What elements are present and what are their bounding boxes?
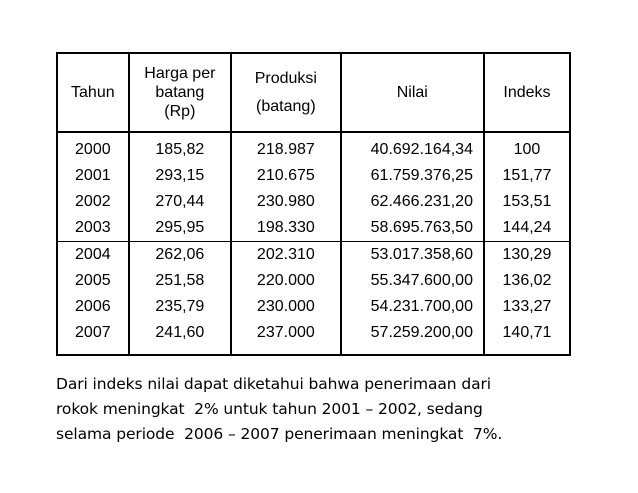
table-row xyxy=(57,163,570,189)
cell-harga: 251,58 xyxy=(129,268,231,294)
table-row xyxy=(57,215,570,242)
cell-produksi: 198.330 xyxy=(231,215,341,242)
cell-harga: 293,15 xyxy=(129,163,231,189)
note-paragraph xyxy=(56,372,616,447)
cell-tahun: 2005 xyxy=(57,268,129,294)
cell-nilai: 58.695.763,50 xyxy=(341,215,484,242)
cell-tahun: 2007 xyxy=(57,320,129,355)
cell-produksi: 230.000 xyxy=(231,294,341,320)
header-nilai: Nilai xyxy=(341,53,484,132)
cell-indeks: 144,24 xyxy=(484,215,570,242)
table-header-row xyxy=(57,53,570,132)
cell-produksi: 218.987 xyxy=(231,132,341,163)
table-row xyxy=(57,294,570,320)
cell-indeks: 133,27 xyxy=(484,294,570,320)
table-row xyxy=(57,189,570,215)
cell-tahun: 2002 xyxy=(57,189,129,215)
cell-nilai: 40.692.164,34 xyxy=(341,132,484,163)
table-row xyxy=(57,132,570,163)
cell-tahun: 2004 xyxy=(57,242,129,269)
note-line-3: selama periode 2006 – 2007 penerimaan meningkat 7%. xyxy=(56,425,503,443)
table-row xyxy=(57,320,570,355)
cell-nilai: 54.231.700,00 xyxy=(341,294,484,320)
cell-nilai: 55.347.600,00 xyxy=(341,268,484,294)
header-tahun: Tahun xyxy=(57,53,129,132)
cell-harga: 185,82 xyxy=(129,132,231,163)
header-indeks: Indeks xyxy=(484,53,570,132)
table-row xyxy=(57,268,570,294)
cell-produksi: 210.675 xyxy=(231,163,341,189)
cell-harga: 270,44 xyxy=(129,189,231,215)
data-table xyxy=(56,52,571,356)
cell-nilai: 61.759.376,25 xyxy=(341,163,484,189)
cell-indeks: 136,02 xyxy=(484,268,570,294)
cell-harga: 235,79 xyxy=(129,294,231,320)
header-harga-per-batang: Harga per batang (Rp) xyxy=(129,53,231,132)
header-produksi: Produksi (batang) xyxy=(231,53,341,132)
cell-harga: 241,60 xyxy=(129,320,231,355)
cell-harga: 262,06 xyxy=(129,242,231,269)
cell-produksi: 220.000 xyxy=(231,268,341,294)
table-body xyxy=(57,132,570,355)
cell-indeks: 153,51 xyxy=(484,189,570,215)
cell-tahun: 2001 xyxy=(57,163,129,189)
cell-produksi: 202.310 xyxy=(231,242,341,269)
cell-produksi: 230.980 xyxy=(231,189,341,215)
cell-nilai: 57.259.200,00 xyxy=(341,320,484,355)
cell-nilai: 62.466.231,20 xyxy=(341,189,484,215)
cell-tahun: 2006 xyxy=(57,294,129,320)
note-line-2: rokok meningkat 2% untuk tahun 2001 – 2002, sedang xyxy=(56,400,483,418)
table-row xyxy=(57,242,570,269)
cell-indeks: 130,29 xyxy=(484,242,570,269)
note-line-1: Dari indeks nilai dapat diketahui bahwa penerimaan dari xyxy=(56,375,491,393)
cell-harga: 295,95 xyxy=(129,215,231,242)
cell-produksi: 237.000 xyxy=(231,320,341,355)
cell-indeks: 100 xyxy=(484,132,570,163)
cell-indeks: 140,71 xyxy=(484,320,570,355)
cell-tahun: 2000 xyxy=(57,132,129,163)
cell-tahun: 2003 xyxy=(57,215,129,242)
cell-nilai: 53.017.358,60 xyxy=(341,242,484,269)
cell-indeks: 151,77 xyxy=(484,163,570,189)
